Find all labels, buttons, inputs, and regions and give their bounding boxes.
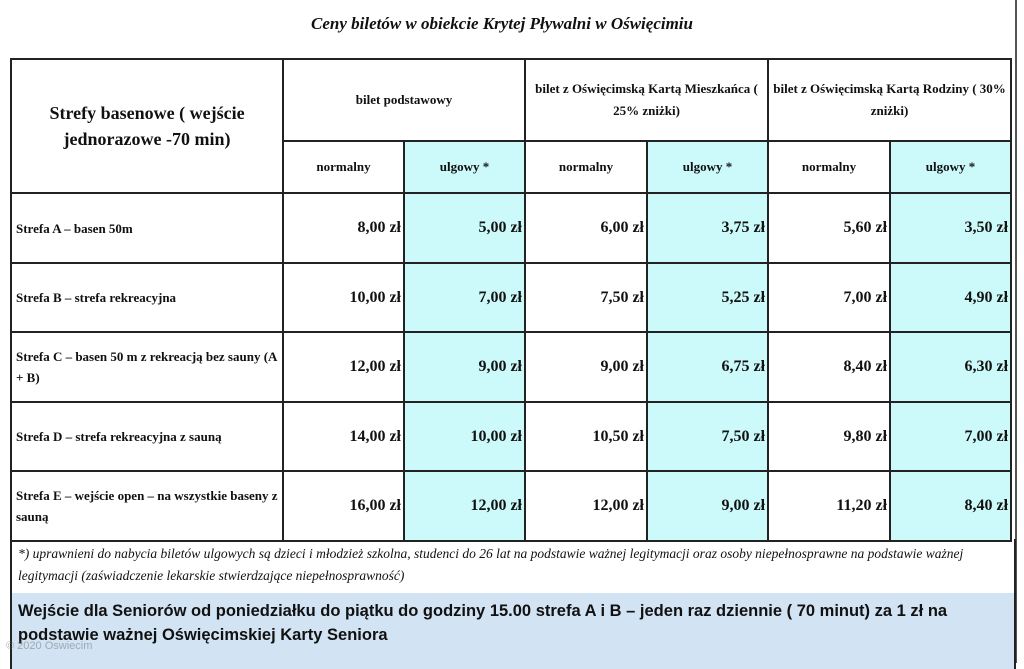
table-row [11, 263, 1011, 332]
zones-header: Strefy basenowe ( wejście jednorazowe -70 min) [11, 59, 283, 193]
price-resident-reduced: 5,25 zł [647, 263, 768, 332]
zone-name: Strefa D – strefa rekreacyjna z sauną [11, 402, 283, 471]
price-family-reduced: 3,50 zł [890, 193, 1011, 263]
price-table [10, 58, 1012, 542]
price-resident-normal: 9,00 zł [525, 332, 647, 402]
price-family-reduced: 6,30 zł [890, 332, 1011, 402]
price-basic-normal: 10,00 zł [283, 263, 404, 332]
price-resident-reduced: 7,50 zł [647, 402, 768, 471]
price-basic-normal: 16,00 zł [283, 471, 404, 541]
subheader-reduced: ulgowy * [890, 141, 1011, 193]
zone-name: Strefa B – strefa rekreacyjna [11, 263, 283, 332]
price-resident-normal: 7,50 zł [525, 263, 647, 332]
reduced-ticket-note: *) uprawnieni do nabycia biletów ulgowych są dzieci i młodzież szkolna, studenci do 26 lat na podstawie ważnej legitymacji oraz osoby niepełnosprawne na podstawie ważnej legitymacji (zaświadczenie lekarskie stwierdzające niepełnosprawność) [10, 539, 1016, 597]
price-family-normal: 5,60 zł [768, 193, 890, 263]
table-row [11, 471, 1011, 541]
table-row [11, 402, 1011, 471]
zone-name: Strefa E – wejście open – na wszystkie baseny z sauną [11, 471, 283, 541]
price-resident-reduced: 9,00 zł [647, 471, 768, 541]
price-basic-normal: 12,00 zł [283, 332, 404, 402]
price-basic-normal: 14,00 zł [283, 402, 404, 471]
subheader-normal: normalny [283, 141, 404, 193]
page-title: Ceny biletów w obiekcie Krytej Pływalni w Oświęcimiu [310, 14, 693, 33]
price-resident-reduced: 6,75 zł [647, 332, 768, 402]
table-row [11, 332, 1011, 402]
group-header-resident-card: bilet z Oświęcimską Kartą Mieszkańca ( 25% zniżki) [525, 59, 768, 141]
price-family-normal: 8,40 zł [768, 332, 890, 402]
subheader-normal: normalny [525, 141, 647, 193]
price-basic-reduced: 9,00 zł [404, 332, 525, 402]
seniors-offer: Wejście dla Seniorów od poniedziałku do piątku do godziny 15.00 strefa A i B – jeden raz dziennie ( 70 minut) za 1 zł na podstawie ważnej Oświęcimskiej Karty Seniora [10, 593, 1016, 669]
zone-name: Strefa C – basen 50 m z rekreacją bez sauny (A + B) [11, 332, 283, 402]
subheader-reduced: ulgowy * [647, 141, 768, 193]
group-header-basic: bilet podstawowy [283, 59, 525, 141]
price-basic-reduced: 10,00 zł [404, 402, 525, 471]
price-resident-normal: 12,00 zł [525, 471, 647, 541]
zone-name: Strefa A – basen 50m [11, 193, 283, 263]
price-basic-reduced: 5,00 zł [404, 193, 525, 263]
price-family-reduced: 7,00 zł [890, 402, 1011, 471]
price-basic-reduced: 7,00 zł [404, 263, 525, 332]
subheader-normal: normalny [768, 141, 890, 193]
price-family-normal: 11,20 zł [768, 471, 890, 541]
group-header-family-card: bilet z Oświęcimską Kartą Rodziny ( 30% zniżki) [768, 59, 1011, 141]
price-family-reduced: 4,90 zł [890, 263, 1011, 332]
price-family-reduced: 8,40 zł [890, 471, 1011, 541]
price-resident-reduced: 3,75 zł [647, 193, 768, 263]
table-row [11, 193, 1011, 263]
price-basic-normal: 8,00 zł [283, 193, 404, 263]
subheader-reduced: ulgowy * [404, 141, 525, 193]
table-header-row [11, 59, 1011, 141]
price-family-normal: 7,00 zł [768, 263, 890, 332]
watermark: © 2020 Oswiecim [6, 640, 93, 652]
price-resident-normal: 10,50 zł [525, 402, 647, 471]
price-basic-reduced: 12,00 zł [404, 471, 525, 541]
price-family-normal: 9,80 zł [768, 402, 890, 471]
price-resident-normal: 6,00 zł [525, 193, 647, 263]
